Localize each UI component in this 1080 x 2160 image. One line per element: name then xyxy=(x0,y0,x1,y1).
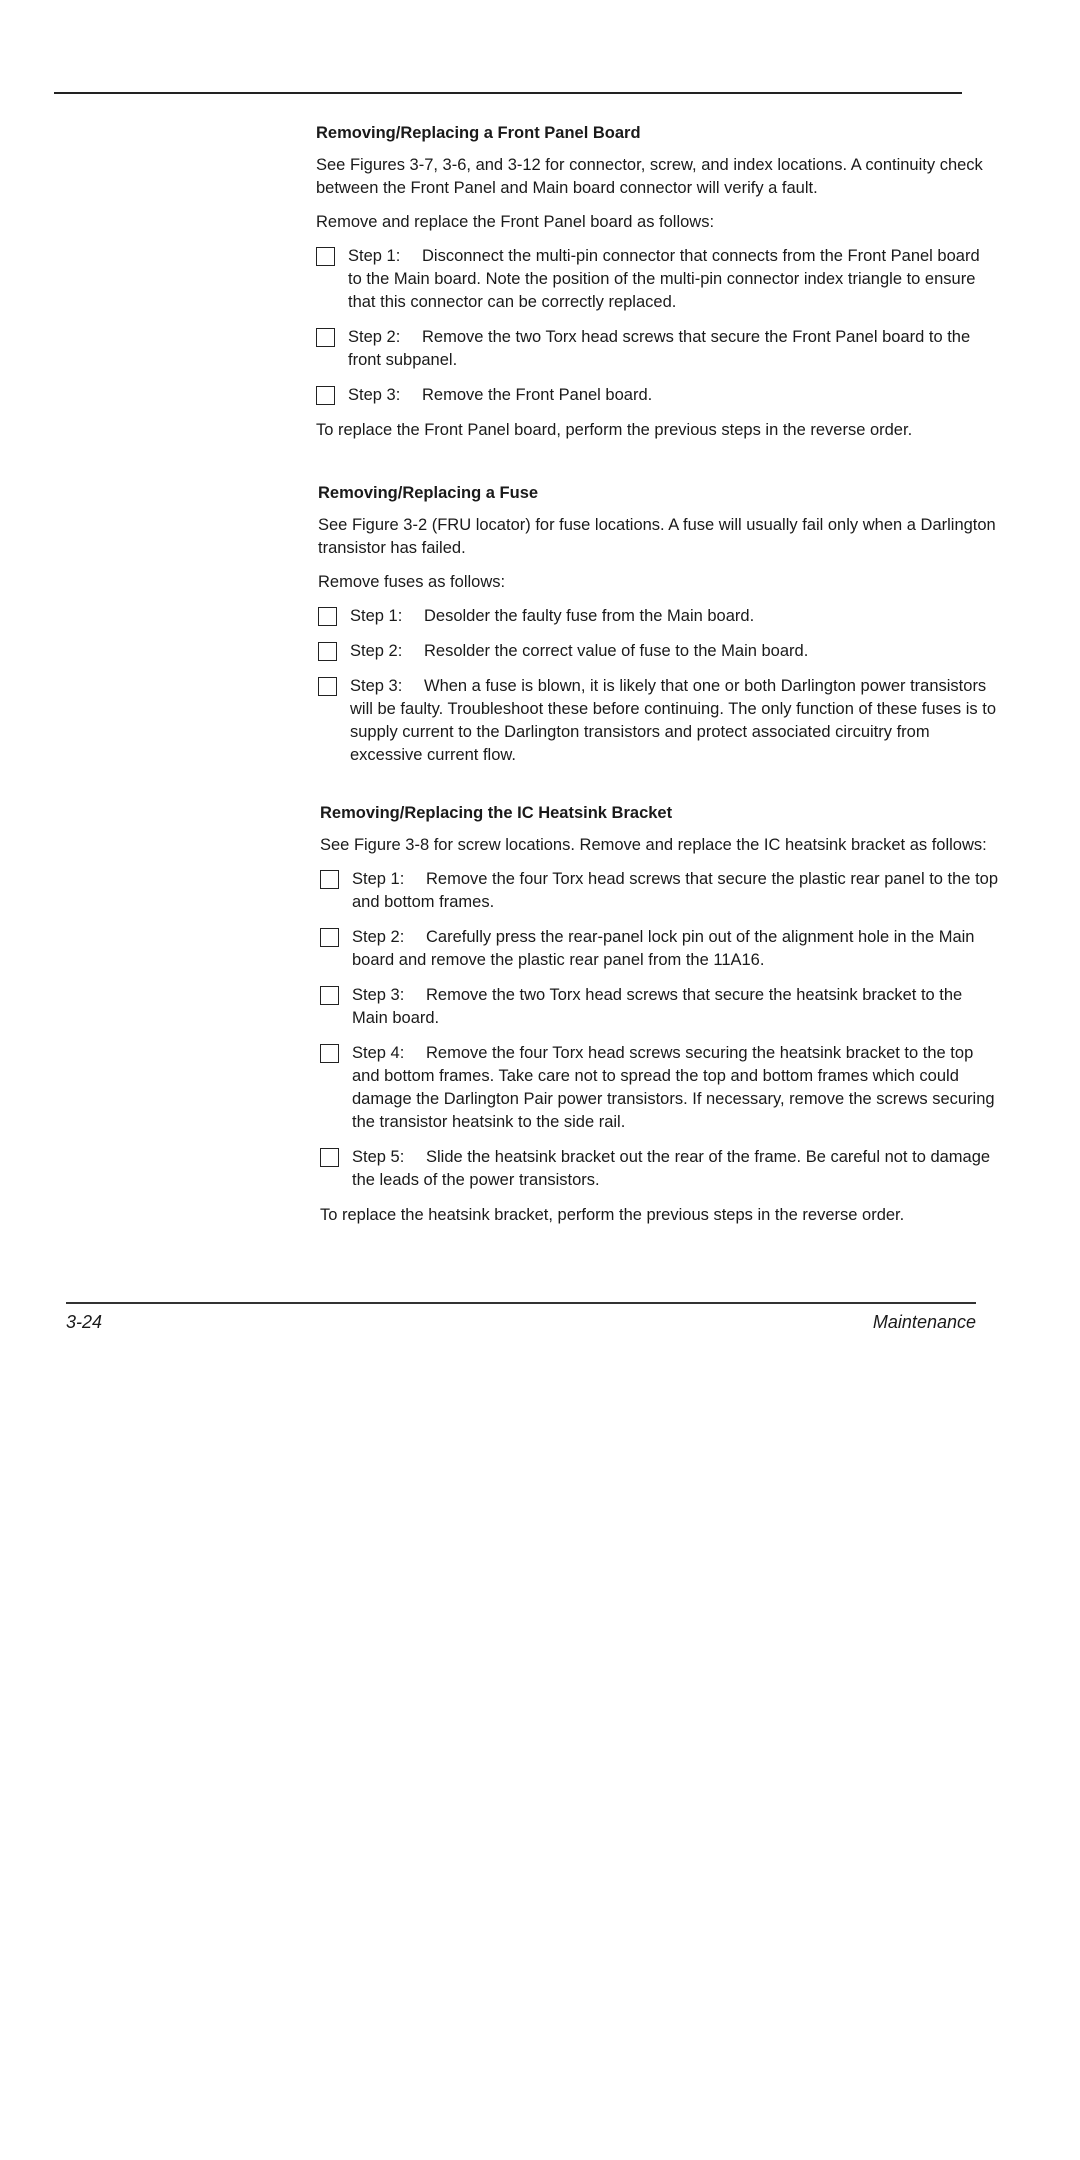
step-label: Step 5: xyxy=(352,1148,405,1166)
footer-rule xyxy=(66,1302,976,1304)
step-label: Step 2: xyxy=(350,642,403,660)
intro-paragraph: See Figures 3-7, 3-6, and 3-12 for connector, screw, and index locations. A continuity check between the Front Panel and Main board connector will verify a fault. xyxy=(316,156,983,197)
step-item xyxy=(320,984,1000,1030)
step-checkbox[interactable] xyxy=(320,986,339,1005)
step-label: Step 1: xyxy=(352,870,405,888)
step-checkbox[interactable] xyxy=(320,1044,339,1063)
step-label: Step 1: xyxy=(350,607,403,625)
section-title: Removing/Replacing a Fuse xyxy=(318,484,539,502)
step-text: Resolder the correct value of fuse to the Main board. xyxy=(424,642,809,660)
step-checkbox[interactable] xyxy=(316,247,335,266)
step-item xyxy=(318,675,998,767)
step-text: Remove the four Torx head screws that secure the plastic rear panel to the top and bottom frames. xyxy=(352,870,999,911)
intro-paragraph: See Figure 3-2 (FRU locator) for fuse locations. A fuse will usually fail only when a Darlington transistor has failed. xyxy=(318,516,996,557)
intro-paragraph: Remove fuses as follows: xyxy=(318,573,506,591)
step-item xyxy=(320,1042,1000,1134)
step-item xyxy=(316,245,996,314)
step-checkbox[interactable] xyxy=(320,1148,339,1167)
step-checkbox[interactable] xyxy=(316,328,335,347)
step-checkbox[interactable] xyxy=(320,870,339,889)
step-text: Remove the Front Panel board. xyxy=(422,386,653,404)
step-checkbox[interactable] xyxy=(318,607,337,626)
step-text: When a fuse is blown, it is likely that one or both Darlington power transistors will be faulty. Troubleshoot these before continuing. The only function of these fuses is to supply current to the Darlington transistors and protect associated circuitry from excessive current flow. xyxy=(350,677,997,764)
step-item xyxy=(318,640,998,663)
step-text: Remove the four Torx head screws securing the heatsink bracket to the top and bottom frames. Take care not to spread the top and bottom frames which could damage the Darlington Pair power transistors. If necessary, remove the screws securing the transistor heatsink to the side rail. xyxy=(352,1044,995,1131)
outro-paragraph: To replace the heatsink bracket, perform the previous steps in the reverse order. xyxy=(320,1206,905,1224)
step-checkbox[interactable] xyxy=(318,677,337,696)
step-item xyxy=(320,868,1000,914)
step-item xyxy=(320,1146,1000,1192)
intro-paragraph: See Figure 3-8 for screw locations. Remove and replace the IC heatsink bracket as follows: xyxy=(320,836,987,854)
chapter-title: Maintenance xyxy=(872,1312,976,1332)
step-item xyxy=(318,605,998,628)
intro-paragraph: Remove and replace the Front Panel board as follows: xyxy=(316,213,715,231)
step-checkbox[interactable] xyxy=(320,928,339,947)
section-fuse xyxy=(318,482,998,779)
section-front-panel-board xyxy=(316,122,996,453)
section-title: Removing/Replacing a Front Panel Board xyxy=(316,124,641,142)
step-label: Step 3: xyxy=(352,986,405,1004)
step-item xyxy=(316,384,996,407)
step-label: Step 3: xyxy=(348,386,401,404)
step-text: Disconnect the multi-pin connector that connects from the Front Panel board to the Main board. Note the position of the multi-pin connector index triangle to ensure that this connector can be correctly replaced. xyxy=(348,247,980,311)
step-text: Slide the heatsink bracket out the rear of the frame. Be careful not to damage the leads of the power transistors. xyxy=(352,1148,991,1189)
step-label: Step 4: xyxy=(352,1044,405,1062)
section-title: Removing/Replacing the IC Heatsink Bracket xyxy=(320,804,673,822)
step-label: Step 1: xyxy=(348,247,401,265)
step-text: Carefully press the rear-panel lock pin out of the alignment hole in the Main board and remove the plastic rear panel from the 11A16. xyxy=(352,928,975,969)
step-label: Step 3: xyxy=(350,677,403,695)
step-text: Remove the two Torx head screws that secure the heatsink bracket to the Main board. xyxy=(352,986,963,1027)
step-text: Desolder the faulty fuse from the Main board. xyxy=(424,607,755,625)
outro-paragraph: To replace the Front Panel board, perform the previous steps in the reverse order. xyxy=(316,421,913,439)
page-number: 3-24 xyxy=(66,1312,103,1332)
section-ic-heatsink-bracket xyxy=(320,802,1000,1238)
step-checkbox[interactable] xyxy=(316,386,335,405)
step-item xyxy=(320,926,1000,972)
step-item xyxy=(316,326,996,372)
step-label: Step 2: xyxy=(352,928,405,946)
header-rule xyxy=(54,92,962,94)
step-checkbox[interactable] xyxy=(318,642,337,661)
step-label: Step 2: xyxy=(348,328,401,346)
step-text: Remove the two Torx head screws that secure the Front Panel board to the front subpanel. xyxy=(348,328,971,369)
